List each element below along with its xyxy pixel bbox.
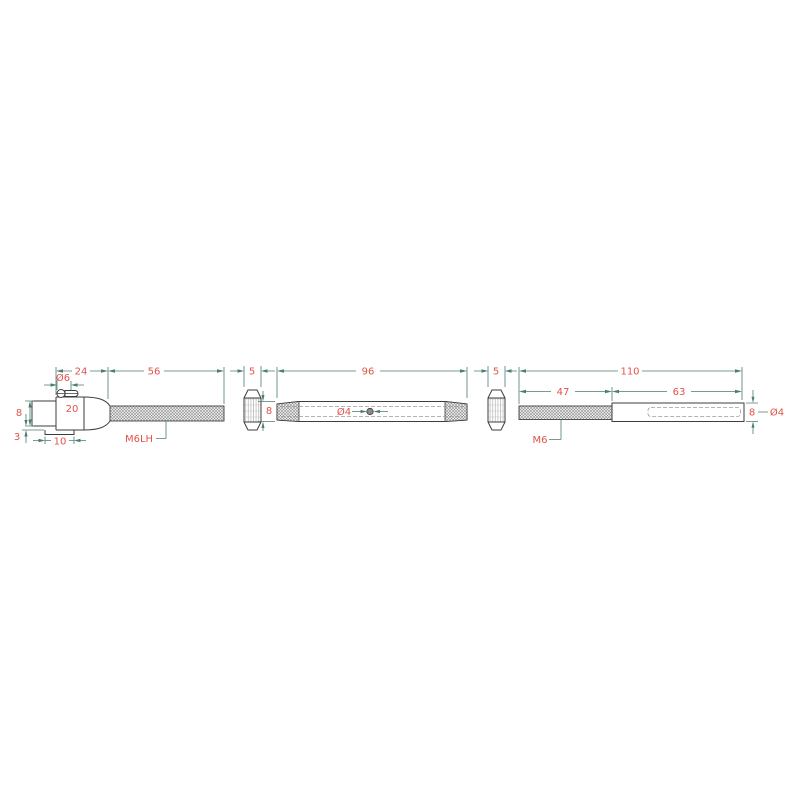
label-stud-thread: M6	[532, 435, 548, 446]
dim-body-length: 96	[361, 366, 375, 378]
label-fork-thread: M6LH	[124, 434, 154, 445]
dim-stud-height: 8	[748, 407, 756, 419]
dim-fork-pin-diameter: Ø6	[55, 373, 71, 384]
fork-threaded-shank	[110, 406, 224, 421]
dim-locknut-left-thickness: 5	[248, 366, 256, 378]
fork-eye-bottom-edge	[56, 421, 110, 430]
dim-fork-jaw-thickness: 3	[13, 432, 21, 443]
dim-fork-foot-width: 10	[53, 436, 67, 448]
dim-stud-bore-diameter: Ø4	[769, 407, 785, 419]
dim-fork-jaw-gap: 8	[15, 408, 23, 419]
fork-jaw-tab	[32, 401, 56, 426]
turnbuckle-body	[277, 402, 467, 422]
locknut-right	[488, 390, 505, 430]
dim-body-hole-diameter: Ø4	[336, 407, 352, 418]
locknut-right-thread-hatch	[489, 399, 505, 422]
stud-threaded-section	[519, 406, 612, 420]
fork-terminal	[32, 390, 224, 435]
stud-body	[612, 403, 744, 422]
body-internal-thread-right	[445, 402, 467, 422]
locknut-left-thread-hatch	[245, 399, 261, 422]
dim-body-height: 8	[265, 406, 273, 417]
dim-stud-body-length: 63	[672, 387, 686, 398]
dim-fork-eye-length: 24	[74, 366, 88, 378]
dim-fork-thread-length: 56	[147, 366, 161, 378]
locknut-left	[244, 390, 261, 430]
leader-m6lh	[156, 421, 166, 439]
dim-stud-thread-length: 47	[556, 387, 570, 398]
fork-eye-top-edge	[56, 397, 110, 406]
fork-foot	[45, 430, 74, 435]
swage-stud	[519, 403, 744, 422]
dim-locknut-right-thickness: 5	[492, 366, 500, 378]
body-internal-thread-left	[277, 402, 299, 422]
dim-fork-eye-width: 20	[65, 404, 79, 415]
leader-m6	[549, 420, 561, 440]
dim-stud-total-length: 110	[620, 366, 640, 378]
body-center-hole	[367, 408, 373, 414]
